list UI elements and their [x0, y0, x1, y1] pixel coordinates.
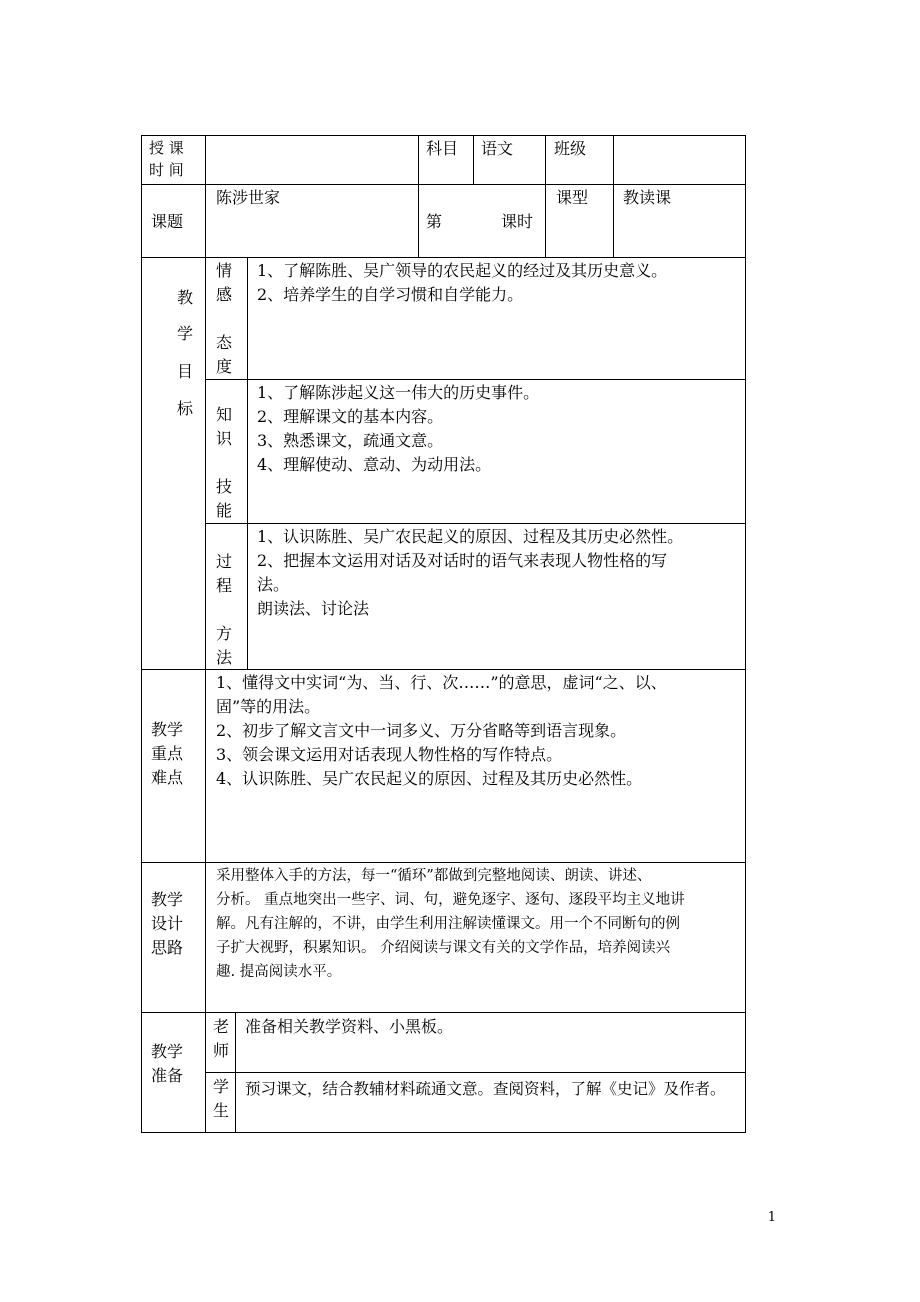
- design-line: 采用整体入手的方法，每一“循环”都做到完整地阅读、朗读、讲述、: [216, 868, 652, 884]
- row-line: [141, 257, 746, 258]
- emotion-label-char: 态: [215, 333, 232, 352]
- knowledge-line: 1、了解陈涉起义这一伟大的历史事件。: [257, 383, 540, 402]
- goals-label-char: 学: [176, 324, 193, 343]
- time-label: 授 课 时 间: [149, 139, 184, 179]
- col-line: [613, 135, 614, 258]
- knowledge-line: 4、理解使动、意动、为动用法。: [257, 455, 492, 474]
- teacher-label-char: 师: [212, 1041, 229, 1060]
- prep-label-line: 教学: [151, 1042, 184, 1061]
- row-line: [205, 1072, 746, 1073]
- design-line: 子扩大视野，积累知识。 介绍阅读与课文有关的文学作品，培养阅读兴: [216, 940, 671, 956]
- keypoints-label-line: 难点: [151, 768, 184, 787]
- design-line: 分析。 重点地突出一些字、词、句，避免逐字、逐句、逐段平均主义地讲: [216, 892, 685, 908]
- type-label: 课型: [556, 188, 589, 207]
- keypoints-line: 2、初步了解文言文中一词多义、万分省略等到语言现象。: [216, 721, 627, 740]
- row-line: [205, 523, 746, 524]
- process-label-char: 方: [215, 624, 232, 643]
- type-value: 教读课: [623, 188, 672, 207]
- lesson-prefix: 第: [426, 212, 443, 231]
- student-label-char: 学: [212, 1077, 229, 1096]
- design-line: 解。凡有注解的，不讲，由学生利用注解读懂课文。用一个不同断句的例: [216, 916, 680, 932]
- student-label-char: 生: [212, 1101, 229, 1120]
- emotion-line: 2、培养学生的自学习惯和自学能力。: [257, 285, 524, 304]
- process-label-char: 过: [215, 552, 232, 571]
- class-label: 班级: [554, 139, 587, 158]
- emotion-label-char: 度: [215, 357, 232, 376]
- knowledge-label-char: 知: [215, 405, 232, 424]
- col-line: [545, 135, 546, 258]
- keypoints-line: 3、领会课文运用对话表现人物性格的写作特点。: [216, 745, 563, 764]
- keypoints-line: 1、懂得文中实词“为、当、行、次……”的意思，虚词“之、以、: [216, 673, 667, 692]
- process-line: 1、认识陈胜、吴广农民起义的原因、过程及其历史必然性。: [257, 527, 684, 546]
- emotion-label-char: 情: [215, 261, 232, 280]
- knowledge-label-char: 识: [215, 429, 232, 448]
- process-line: 朗读法、讨论法: [257, 599, 370, 618]
- row-line: [205, 379, 746, 380]
- col-line: [473, 135, 474, 185]
- design-label-line: 教学: [151, 890, 184, 909]
- goals-label-char: 教: [176, 288, 193, 307]
- student-text: 预习课文，结合教辅材料疏通文意。查阅资料，了解《史记》及作者。: [245, 1080, 726, 1098]
- row-line: [141, 862, 746, 863]
- keypoints-label-line: 教学: [151, 720, 184, 739]
- process-label-char: 法: [215, 648, 232, 667]
- table-border-top: [141, 135, 746, 136]
- table-border-right: [745, 135, 746, 1133]
- process-line: 法。: [257, 575, 290, 594]
- emotion-line: 1、了解陈胜、吴广领导的农民起义的经过及其历史意义。: [257, 261, 668, 280]
- topic-label: 课题: [151, 212, 184, 231]
- col-line: [205, 135, 206, 1133]
- row-line: [141, 1012, 746, 1013]
- subject-label: 科目: [426, 139, 459, 158]
- col-line: [418, 135, 419, 258]
- knowledge-label-char: 技: [215, 477, 232, 496]
- topic-value: 陈涉世家: [216, 188, 281, 207]
- teacher-label-char: 老: [212, 1017, 229, 1036]
- col-line: [235, 1012, 236, 1133]
- page-number: 1: [767, 1210, 776, 1225]
- row-line: [141, 184, 746, 185]
- col-line: [247, 257, 248, 670]
- prep-label-line: 准备: [151, 1066, 184, 1085]
- teacher-text: 准备相关教学资料、小黑板。: [245, 1017, 454, 1036]
- knowledge-line: 3、熟悉课文，疏通文意。: [257, 431, 444, 450]
- table-border-left: [141, 135, 142, 1133]
- table-border-bottom: [141, 1132, 746, 1133]
- process-line: 2、把握本文运用对话及对话时的语气来表现人物性格的写: [257, 551, 668, 570]
- design-label-line: 思路: [151, 938, 184, 957]
- goals-label-char: 目: [176, 362, 193, 381]
- keypoints-label-line: 重点: [151, 744, 184, 763]
- design-label-line: 设计: [151, 914, 184, 933]
- process-label-char: 程: [215, 576, 232, 595]
- subject-value: 语文: [481, 139, 514, 158]
- knowledge-label-char: 能: [215, 501, 232, 520]
- lesson-suffix: 课时: [501, 212, 534, 231]
- design-line: 趣. 提高阅读水平。: [216, 964, 342, 980]
- keypoints-line: 4、认识陈胜、吴广农民起义的原因、过程及其历史必然性。: [216, 769, 643, 788]
- emotion-label-char: 感: [215, 285, 232, 304]
- goals-label-char: 标: [176, 399, 193, 418]
- knowledge-line: 2、理解课文的基本内容。: [257, 407, 444, 426]
- keypoints-line: 固”等的用法。: [216, 697, 321, 716]
